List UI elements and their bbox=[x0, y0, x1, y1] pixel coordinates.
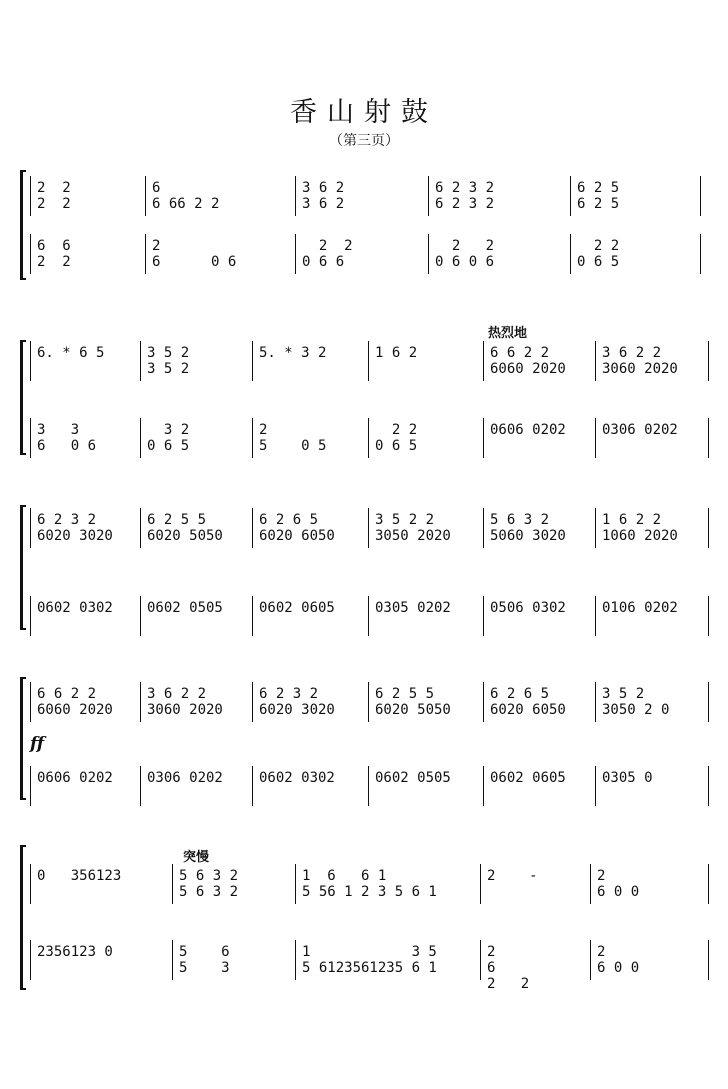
lower-barline bbox=[428, 234, 429, 274]
lower-measure: 1 3 5 5 6123561235 6 1 bbox=[302, 944, 437, 976]
upper-barline bbox=[708, 341, 709, 381]
system-brace bbox=[20, 677, 28, 800]
lower-barline bbox=[368, 596, 369, 636]
upper-barline bbox=[145, 176, 146, 216]
lower-measure: 2 6 2 2 bbox=[487, 944, 530, 992]
lower-measure: 0305 0 bbox=[602, 770, 653, 786]
upper-measure: 2 6 0 0 bbox=[597, 868, 640, 900]
upper-barline bbox=[708, 508, 709, 548]
upper-measure: 6 2 3 2 6020 3020 bbox=[259, 686, 335, 718]
upper-barline bbox=[295, 864, 296, 904]
upper-barline bbox=[595, 682, 596, 722]
lower-barline bbox=[595, 596, 596, 636]
lower-barline bbox=[140, 418, 141, 458]
upper-barline bbox=[30, 176, 31, 216]
upper-measure: 5 6 3 2 5060 3020 bbox=[490, 512, 566, 544]
upper-measure: 2 - bbox=[487, 868, 538, 884]
lower-measure: 2 2 0 6 5 bbox=[375, 422, 418, 454]
upper-barline bbox=[428, 176, 429, 216]
upper-measure: 3 5 2 3 5 2 bbox=[147, 345, 190, 377]
upper-barline bbox=[30, 508, 31, 548]
upper-measure: 1 6 2 2 1060 2020 bbox=[602, 512, 678, 544]
lower-barline bbox=[480, 940, 481, 980]
upper-barline bbox=[30, 682, 31, 722]
lower-measure: 0306 0202 bbox=[147, 770, 223, 786]
lower-barline bbox=[368, 418, 369, 458]
upper-measure: 6 2 5 6 2 5 bbox=[577, 180, 620, 212]
dynamic-marking: ff bbox=[30, 734, 45, 754]
upper-measure: 6 6 66 2 2 bbox=[152, 180, 220, 212]
lower-barline bbox=[30, 940, 31, 980]
upper-measure: 3 5 2 2 3050 2020 bbox=[375, 512, 451, 544]
upper-measure: 1 6 6 1 5 56 1 2 3 5 6 1 bbox=[302, 868, 437, 900]
lower-measure: 2 6 0 0 bbox=[597, 944, 640, 976]
lower-measure: 3 2 0 6 5 bbox=[147, 422, 190, 454]
upper-barline bbox=[172, 864, 173, 904]
upper-barline bbox=[700, 176, 701, 216]
upper-measure: 6 2 5 5 6020 5050 bbox=[375, 686, 451, 718]
lower-barline bbox=[140, 766, 141, 806]
upper-measure: 6 2 5 5 6020 5050 bbox=[147, 512, 223, 544]
upper-barline bbox=[570, 176, 571, 216]
upper-measure: 6 2 6 5 6020 6050 bbox=[490, 686, 566, 718]
lower-measure: 0602 0605 bbox=[259, 600, 335, 616]
upper-barline bbox=[595, 508, 596, 548]
lower-barline bbox=[708, 596, 709, 636]
upper-measure: 2 2 2 2 bbox=[37, 180, 71, 212]
upper-barline bbox=[483, 508, 484, 548]
lower-barline bbox=[30, 766, 31, 806]
upper-measure: 6 2 3 2 6020 3020 bbox=[37, 512, 113, 544]
upper-measure: 6 2 6 5 6020 6050 bbox=[259, 512, 335, 544]
upper-barline bbox=[590, 864, 591, 904]
lower-barline bbox=[295, 940, 296, 980]
upper-measure: 1 6 2 bbox=[375, 345, 418, 361]
upper-barline bbox=[480, 864, 481, 904]
lower-measure: 2 6 0 6 bbox=[152, 238, 237, 270]
lower-measure: 0602 0505 bbox=[147, 600, 223, 616]
tempo-marking-sudden-slow: 突慢 bbox=[183, 850, 210, 865]
lower-barline bbox=[368, 766, 369, 806]
upper-barline bbox=[295, 176, 296, 216]
lower-measure: 0602 0302 bbox=[37, 600, 113, 616]
lower-barline bbox=[172, 940, 173, 980]
upper-barline bbox=[140, 682, 141, 722]
lower-barline bbox=[483, 418, 484, 458]
upper-barline bbox=[368, 682, 369, 722]
upper-barline bbox=[708, 682, 709, 722]
upper-measure: 6 6 2 2 6060 2020 bbox=[490, 345, 566, 377]
upper-measure: 6. * 6 5 bbox=[37, 345, 105, 361]
upper-barline bbox=[140, 341, 141, 381]
lower-barline bbox=[30, 596, 31, 636]
system-brace bbox=[20, 170, 28, 280]
upper-measure: 3 6 2 2 3060 2020 bbox=[147, 686, 223, 718]
lower-barline bbox=[708, 766, 709, 806]
upper-measure: 3 6 2 3 6 2 bbox=[302, 180, 345, 212]
lower-measure: 2 2 0 6 6 bbox=[302, 238, 353, 270]
upper-measure: 3 6 2 2 3060 2020 bbox=[602, 345, 678, 377]
lower-barline bbox=[30, 234, 31, 274]
lower-barline bbox=[295, 234, 296, 274]
upper-measure: 0 356123 bbox=[37, 868, 122, 884]
lower-barline bbox=[700, 234, 701, 274]
lower-measure: 5 6 5 3 bbox=[179, 944, 230, 976]
lower-measure: 0602 0605 bbox=[490, 770, 566, 786]
lower-measure: 0606 0202 bbox=[490, 422, 566, 438]
lower-measure: 2356123 0 bbox=[37, 944, 113, 960]
upper-barline bbox=[708, 864, 709, 904]
lower-barline bbox=[570, 234, 571, 274]
upper-barline bbox=[368, 341, 369, 381]
upper-measure: 6 2 3 2 6 2 3 2 bbox=[435, 180, 495, 212]
lower-measure: 0306 0202 bbox=[602, 422, 678, 438]
upper-measure: 5. * 3 2 bbox=[259, 345, 327, 361]
lower-measure: 0506 0302 bbox=[490, 600, 566, 616]
lower-measure: 0602 0505 bbox=[375, 770, 451, 786]
lower-barline bbox=[252, 596, 253, 636]
lower-measure: 2 2 0 6 0 6 bbox=[435, 238, 495, 270]
upper-barline bbox=[140, 508, 141, 548]
page-title: 香山射鼓 bbox=[290, 97, 438, 128]
lower-measure: 2 5 0 5 bbox=[259, 422, 327, 454]
upper-barline bbox=[368, 508, 369, 548]
lower-barline bbox=[708, 940, 709, 980]
tempo-marking-lively: 热烈地 bbox=[488, 326, 528, 341]
lower-barline bbox=[483, 596, 484, 636]
lower-barline bbox=[252, 418, 253, 458]
lower-measure: 0305 0202 bbox=[375, 600, 451, 616]
lower-barline bbox=[595, 766, 596, 806]
upper-barline bbox=[252, 682, 253, 722]
lower-measure: 6 6 2 2 bbox=[37, 238, 71, 270]
system-brace bbox=[20, 505, 28, 630]
page-subtitle: （第三页） bbox=[329, 133, 399, 149]
upper-barline bbox=[252, 341, 253, 381]
upper-barline bbox=[595, 341, 596, 381]
upper-barline bbox=[30, 341, 31, 381]
upper-barline bbox=[483, 341, 484, 381]
lower-barline bbox=[483, 766, 484, 806]
lower-measure: 2 2 0 6 5 bbox=[577, 238, 620, 270]
lower-barline bbox=[590, 940, 591, 980]
system-brace bbox=[20, 845, 28, 990]
lower-barline bbox=[595, 418, 596, 458]
system-brace bbox=[20, 340, 28, 455]
lower-barline bbox=[708, 418, 709, 458]
lower-barline bbox=[140, 596, 141, 636]
lower-barline bbox=[30, 418, 31, 458]
upper-measure: 3 5 2 3050 2 0 bbox=[602, 686, 670, 718]
lower-barline bbox=[252, 766, 253, 806]
lower-barline bbox=[145, 234, 146, 274]
lower-measure: 0106 0202 bbox=[602, 600, 678, 616]
upper-barline bbox=[483, 682, 484, 722]
upper-barline bbox=[30, 864, 31, 904]
lower-measure: 3 3 6 0 6 bbox=[37, 422, 97, 454]
lower-measure: 0602 0302 bbox=[259, 770, 335, 786]
upper-measure: 5 6 3 2 5 6 3 2 bbox=[179, 868, 239, 900]
upper-measure: 6 6 2 2 6060 2020 bbox=[37, 686, 113, 718]
upper-barline bbox=[252, 508, 253, 548]
lower-measure: 0606 0202 bbox=[37, 770, 113, 786]
